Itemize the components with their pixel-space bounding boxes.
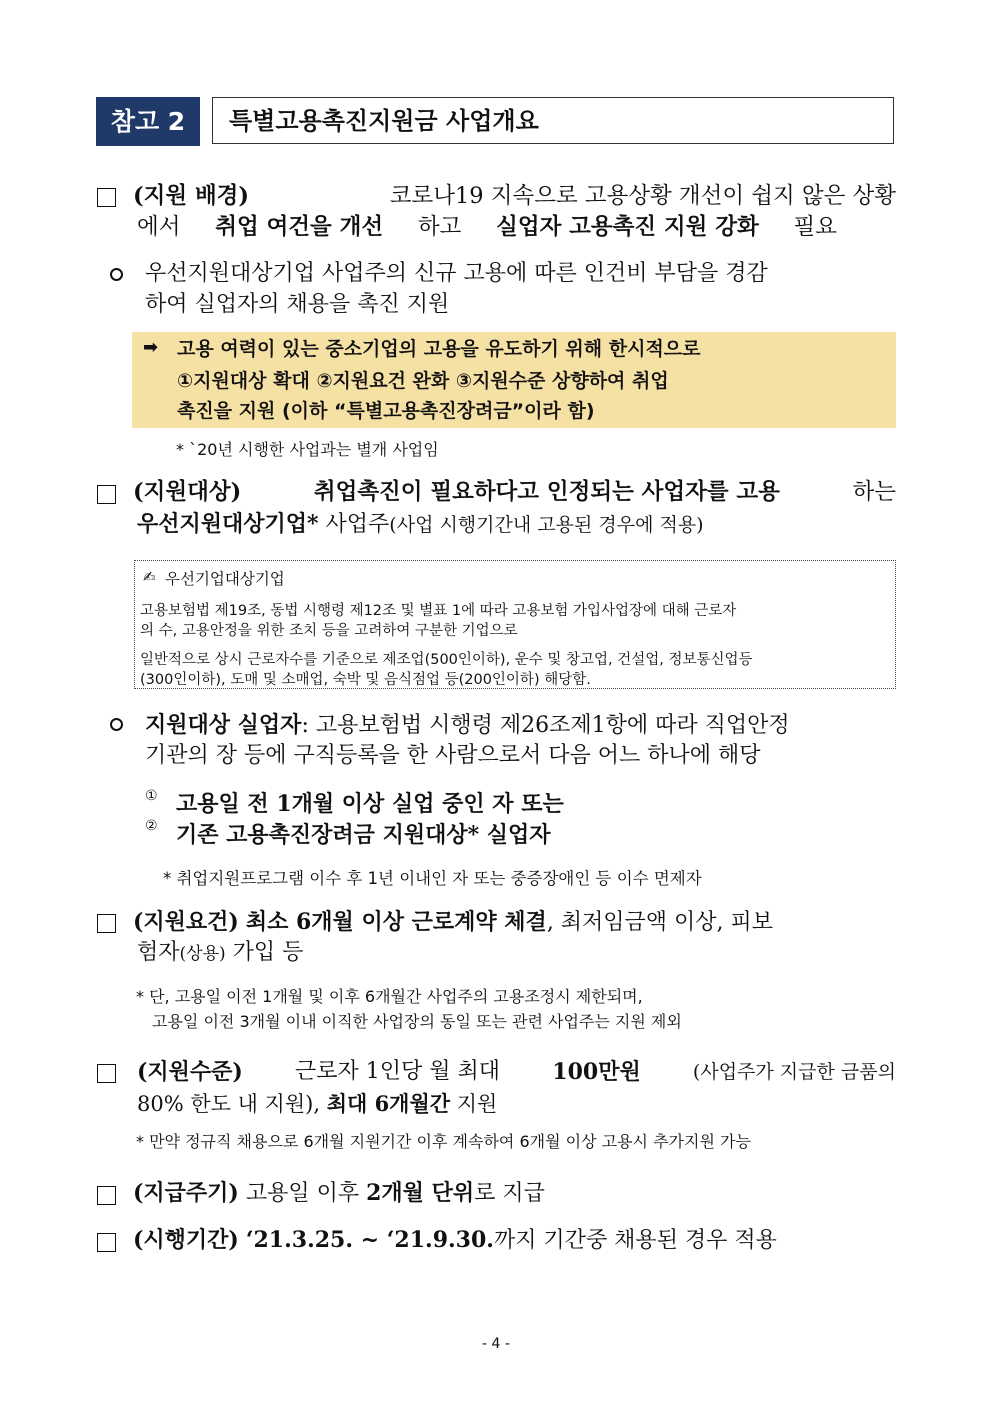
text-fragment: , 최저임금액 이상, 피보 — [546, 910, 774, 935]
section-background-line1 — [133, 181, 896, 211]
list-item: 고용일 전 1개월 이상 실업 중인 자 또는 — [176, 791, 564, 817]
bold-fragment: 최대 6개월간 — [326, 1091, 451, 1116]
checkbox-square-icon — [97, 188, 116, 207]
section-level-line1 — [137, 1057, 896, 1087]
checkbox-square-icon — [97, 1233, 116, 1252]
text-fragment: 까지 기간중 채용된 경우 적용 — [493, 1228, 777, 1253]
note-line1: * 단, 고용일 이전 1개월 및 이후 6개월간 사업주의 고용조정시 제한되며, — [136, 987, 643, 1006]
list-item: 기존 고용촉진장려금 지원대상* 실업자 — [176, 822, 551, 848]
text-fragment: : 고용보험법 시행령 제26조제1항에 따라 직업안정 — [301, 713, 790, 738]
bold-fragment: 100만원 — [552, 1059, 641, 1085]
bold-fragment: 2개월 단위 — [366, 1180, 475, 1206]
text-fragment: 에서 — [137, 214, 181, 240]
sub-item-line2: 기관의 장 등에 구직등록을 한 사람으로서 다음 어느 하나에 해당 — [145, 743, 761, 768]
text-fragment: (사업주가 지급한 금품의 — [692, 1061, 896, 1083]
text-fragment: 고용일 이후 — [245, 1181, 360, 1206]
text-fragment: (사업 시행기간내 고용된 경우에 적용) — [389, 514, 704, 536]
text-fragment: 근로자 1인당 월 최대 — [295, 1059, 501, 1084]
box-paragraph1-line1: 고용보험법 제19조, 동법 시행령 제12조 및 별표 1에 따라 고용보험 가입사업장에 대해 근로자 — [140, 603, 737, 619]
section-label: (지원요건) — [133, 909, 239, 935]
section-background-line2 — [137, 212, 837, 242]
section-level-line2 — [137, 1089, 497, 1119]
bold-fragment: 우선지원대상기업* — [137, 511, 319, 537]
text-fragment: 필요 — [793, 214, 837, 240]
highlight-line1: 고용 여력이 있는 중소기업의 고용을 유도하기 위해 한시적으로 — [177, 338, 701, 360]
section-requirement-line1 — [133, 907, 773, 938]
box-paragraph1-line2: 의 수, 고용안정을 위한 조치 등을 고려하여 구분한 기업으로 — [140, 623, 518, 639]
arrow-icon: ➡ — [143, 337, 159, 358]
text-fragment: 하고 — [417, 214, 462, 240]
bold-fragment: ‘21.3.25. ~ ‘21.9.30. — [245, 1227, 494, 1253]
bold-fragment: 취업 여건을 개선 — [215, 214, 384, 240]
note-line2: 고용일 이전 3개월 이내 이직한 사업장의 동일 또는 관련 사업주는 지원 제외 — [152, 1012, 682, 1031]
sub-item-line1 — [145, 710, 790, 741]
text-fragment: 사업주 — [325, 512, 390, 537]
section-text: 코로나19 지속으로 고용상황 개선이 쉽지 않은 상황 — [389, 183, 896, 209]
note: * 취업지원프로그램 이수 후 1년 이내인 자 또는 중증장애인 등 이수 면제자 — [163, 869, 702, 888]
bold-fragment: 최소 6개월 이상 근로계약 체결 — [245, 909, 547, 935]
section-target-line1 — [133, 477, 896, 507]
text-fragment: 하는 — [852, 479, 896, 505]
highlight-line3: 촉진을 지원 (이하 “특별고용촉진장려금”이라 함) — [177, 400, 595, 422]
note: * `20년 시행한 사업과는 별개 사업임 — [176, 440, 439, 459]
highlight-line2: ①지원대상 확대 ②지원요건 완화 ③지원수준 상향하여 취업 — [177, 370, 669, 392]
section-cycle — [133, 1178, 545, 1209]
checkbox-square-icon — [97, 914, 116, 933]
text-fragment: 80% 한도 내 지원), — [137, 1092, 320, 1116]
number-two-marker: ② — [145, 818, 158, 834]
section-target-line2 — [137, 509, 704, 540]
bold-fragment: 실업자 고용촉진 지원 강화 — [496, 214, 759, 240]
number-one-marker: ① — [145, 788, 158, 804]
section-label: (지원대상) — [133, 479, 242, 505]
page-title: 특별고용촉진지원금 사업개요 — [212, 97, 894, 144]
pen-icon: ✍ — [143, 568, 156, 586]
circle-bullet-icon — [110, 268, 123, 281]
reference-badge: 참고 2 — [96, 97, 200, 146]
text-fragment: 험자 — [137, 940, 180, 965]
page-number: - 4 - — [482, 1336, 510, 1352]
section-period — [133, 1225, 777, 1256]
section-requirement-line2 — [137, 938, 303, 969]
section-label: (지원 배경) — [133, 183, 250, 209]
sub-item-line2: 하여 실업자의 채용을 촉진 지원 — [145, 292, 450, 317]
bold-fragment: 취업촉진이 필요하다고 인정되는 사업자를 고용 — [313, 479, 780, 505]
note: * 만약 정규직 채용으로 6개월 지원기간 이후 계속하여 6개월 이상 고용시 추가지원 가능 — [136, 1132, 751, 1151]
section-label: (지원수준) — [137, 1059, 243, 1085]
checkbox-square-icon — [97, 1064, 116, 1083]
checkbox-square-icon — [97, 485, 116, 504]
checkbox-square-icon — [97, 1186, 116, 1205]
section-label: (지급주기) — [133, 1180, 239, 1206]
box-paragraph2-line1: 일반적으로 상시 근로자수를 기준으로 제조업(500인이하), 운수 및 창고업, 건설업, 정보통신업등 — [140, 652, 753, 668]
text-fragment: 지원 — [456, 1092, 498, 1116]
box-title: 우선기업대상기업 — [165, 570, 285, 588]
sub-item-line1: 우선지원대상기업 사업주의 신규 고용에 따른 인건비 부담을 경감 — [145, 261, 768, 286]
text-fragment: 로 지급 — [474, 1181, 545, 1206]
section-label: (시행기간) — [133, 1227, 239, 1253]
text-fragment: 가입 등 — [232, 940, 304, 965]
box-paragraph2-line2: (300인이하), 도매 및 소매업, 숙박 및 음식점업 등(200인이하) 해당함. — [140, 672, 591, 688]
text-fragment: (상용) — [179, 944, 226, 964]
bold-fragment: 지원대상 실업자 — [145, 712, 302, 738]
circle-bullet-icon — [110, 718, 123, 731]
